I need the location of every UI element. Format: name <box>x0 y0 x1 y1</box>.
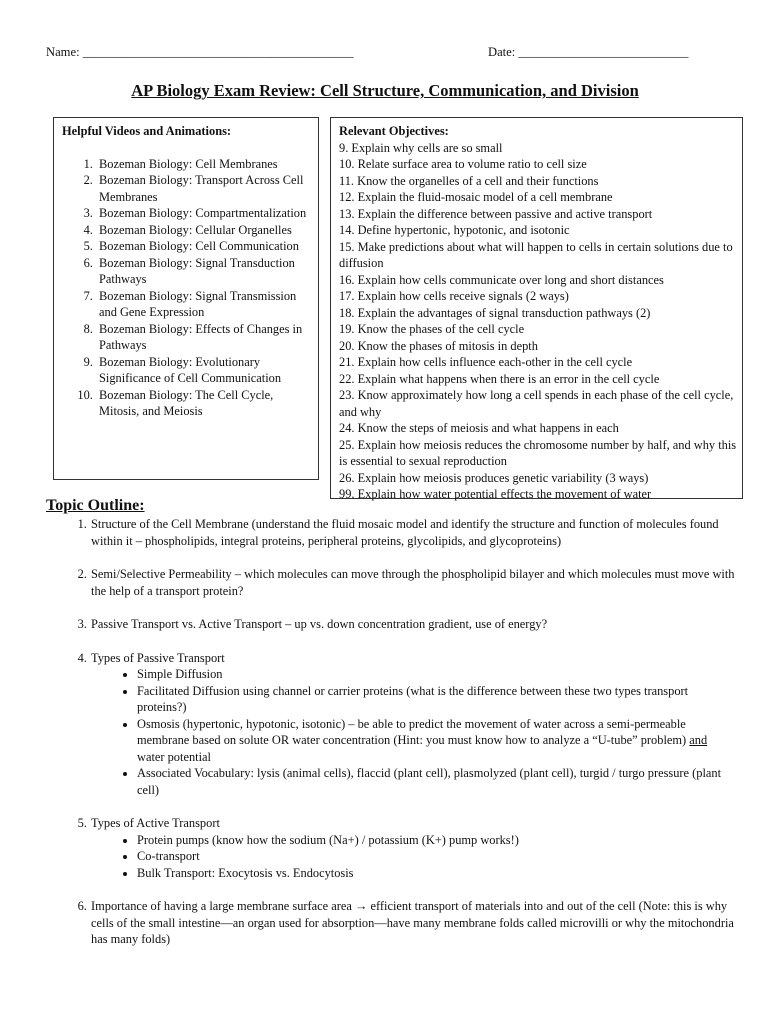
objectives-box <box>330 117 743 499</box>
video-item: 4. Bozeman Biology: Cellular Organelles <box>96 222 310 239</box>
bullet-text: water potential <box>137 749 211 764</box>
objective-item: 12. Explain the fluid-mosaic model of a cell membrane <box>339 190 613 204</box>
objective-item: 20. Know the phases of mitosis in depth <box>339 338 538 353</box>
outline-item-text: Passive Transport vs. Active Transport – up vs. down concentration gradient, use of energy? <box>91 617 548 631</box>
right-arrow-icon: → <box>354 899 368 913</box>
outline-item-text: Semi/Selective Permeability – which molecules can move through the phospholipid bilayer and which molecules must move with the help of a transport protein? <box>91 567 735 598</box>
objective-item: 99. Explain how water potential effects the movement of water <box>339 487 652 501</box>
video-item: 3. Bozeman Biology: Compartmentalization <box>96 205 310 222</box>
video-item: 5. Bozeman Biology: Cell Communication <box>96 238 310 255</box>
outline-item-membrane-structure <box>90 516 736 549</box>
bullet-item <box>137 716 736 766</box>
video-item: 10. Bozeman Biology: The Cell Cycle, Mitosis, and Meiosis <box>96 387 310 420</box>
page-title: AP Biology Exam Review: Cell Structure, Communication, and Division <box>131 81 639 100</box>
outline-item-text: Importance of having a large membrane surface area <box>91 899 352 913</box>
objectives-heading: Relevant Objectives: <box>339 124 449 138</box>
video-item: 1. Bozeman Biology: Cell Membranes <box>96 156 310 173</box>
outline-item-active-transport <box>90 815 736 881</box>
topic-outline <box>56 516 736 965</box>
outline-item-passive-transport <box>90 650 736 799</box>
outline-item-passive-vs-active <box>90 616 736 633</box>
objective-item: 11. Know the organelles of a cell and their functions <box>339 173 599 188</box>
objective-item: 16. Explain how cells communicate over long and short distances <box>339 272 664 287</box>
objective-item: 17. Explain how cells receive signals (2 ways) <box>339 289 569 303</box>
objective-item: 25. Explain how meiosis reduces the chromosome number by half, and why this is essential to sexual reproduction <box>339 437 737 468</box>
outline-item-surface-area <box>90 898 736 948</box>
bullet-item: • Bulk Transport: Exocytosis vs. Endocytosis <box>137 865 736 882</box>
bullet-item: • Co-transport <box>137 848 736 865</box>
outline-item-text: efficient transport of materials into and out of the cell (Note: this is why cells of the small intestine—an organ used for absorption—have many membrane folds called microvilli or why the mitochondria has many folds) <box>91 899 734 946</box>
objective-item: 23. Know approximately how long a cell spends in each phase of the cell cycle, and why <box>339 388 734 419</box>
video-item: 7. Bozeman Biology: Signal Transmission and Gene Expression <box>96 288 310 321</box>
outline-item-text: Types of Active Transport <box>91 816 220 830</box>
bullet-item: • Protein pumps (know how the sodium (Na+) / potassium (K+) pump works!) <box>137 832 736 849</box>
objective-item: 10. Relate surface area to volume ratio to cell size <box>339 157 587 171</box>
objective-item: 21. Explain how cells influence each-other in the cell cycle <box>339 355 633 369</box>
objective-item: 22. Explain what happens when there is an error in the cell cycle <box>339 371 660 386</box>
videos-list <box>62 156 310 420</box>
bullet-text: Osmosis (hypertonic, hypotonic, isotonic) – be able to predict the movement of water across a semi-permeable membrane based on solute OR water concentration (Hint: you must know how to analyze a “U-tube” problem) <box>137 716 687 747</box>
objective-item: 18. Explain the advantages of signal transduction pathways (2) <box>339 305 651 320</box>
name-field: Name: ___________________________________________ <box>46 45 354 59</box>
bullet-item: • Facilitated Diffusion using channel or carrier proteins (what is the difference between these two types transport proteins?) <box>137 683 736 716</box>
video-item: 2. Bozeman Biology: Transport Across Cell Membranes <box>96 172 310 205</box>
objective-item: 14. Define hypertonic, hypotonic, and isotonic <box>339 223 570 237</box>
videos-heading: Helpful Videos and Animations: <box>62 124 232 138</box>
objective-item: 24. Know the steps of meiosis and what happens in each <box>339 421 619 435</box>
topic-outline-heading: Topic Outline: <box>46 497 145 514</box>
video-item: 9. Bozeman Biology: Evolutionary Significance of Cell Communication <box>96 354 310 387</box>
objective-item: 9. Explain why cells are so small <box>339 140 503 155</box>
outline-item-permeability <box>90 566 736 599</box>
outline-item-text: Types of Passive Transport <box>91 650 225 665</box>
video-item: 8. Bozeman Biology: Effects of Changes in Pathways <box>96 321 310 354</box>
active-transport-bullets <box>91 832 736 882</box>
outline-item-text: Structure of the Cell Membrane (understand the fluid mosaic model and identify the structure and function of molecules found within it – phospholipids, integral proteins, peripheral proteins, glycolipids, and glycoproteins) <box>91 517 719 548</box>
videos-box <box>53 117 319 480</box>
underlined-and: and <box>689 733 708 747</box>
objective-item: 19. Know the phases of the cell cycle <box>339 322 525 336</box>
objective-item: 26. Explain how meiosis produces genetic variability (3 ways) <box>339 470 649 485</box>
bullet-item: • Associated Vocabulary: lysis (animal cells), flaccid (plant cell), plasmolyzed (plant cell), turgid / turgo pressure (plant cell) <box>137 765 736 798</box>
date-field: Date: ___________________________ <box>488 45 689 59</box>
objective-item: 13. Explain the difference between passive and active transport <box>339 206 653 221</box>
bullet-item: • Simple Diffusion <box>137 666 736 683</box>
outline-list <box>56 516 736 948</box>
video-item: 6. Bozeman Biology: Signal Transduction Pathways <box>96 255 310 288</box>
passive-transport-bullets <box>91 666 736 798</box>
objective-item: 15. Make predictions about what will happen to cells in certain solutions due to diffusion <box>339 239 733 270</box>
